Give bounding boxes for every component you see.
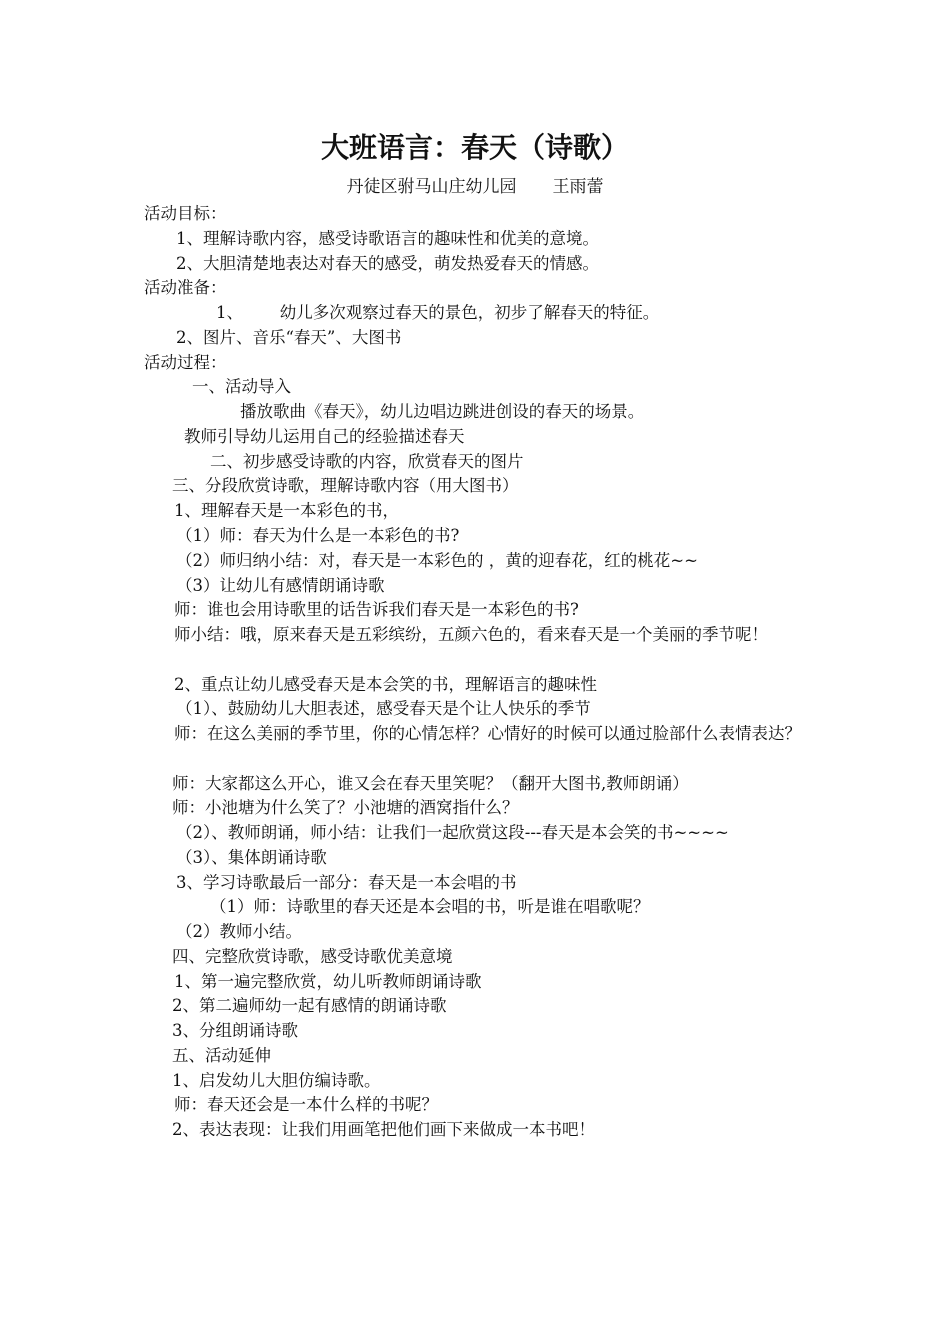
section-heading-preparation: 活动准备： <box>144 278 227 297</box>
process-line: 师：谁也会用诗歌里的话告诉我们春天是一本彩色的书? <box>174 600 579 619</box>
process-line: （3）让幼儿有感情朗诵诗歌 <box>176 576 385 595</box>
process-line: 1、启发幼儿大胆仿编诗歌。 <box>172 1071 381 1090</box>
process-line: （2）教师小结。 <box>176 922 302 941</box>
process-line: 3、分组朗诵诗歌 <box>172 1021 298 1040</box>
process-line: 2、重点让幼儿感受春天是本会笑的书，理解语言的趣味性 <box>174 675 597 694</box>
process-line: 播放歌曲《春天》，幼儿边唱边跳进创设的春天的场景。 <box>240 402 645 421</box>
process-line: 二、初步感受诗歌的内容，欣赏春天的图片 <box>210 452 524 471</box>
process-line: （1）师：春天为什么是一本彩色的书? <box>176 526 460 545</box>
process-line: 教师引导幼儿运用自己的经验描述春天 <box>184 427 465 446</box>
process-line: 五、活动延伸 <box>172 1046 271 1065</box>
process-line: 师：春天还会是一本什么样的书呢？ <box>174 1095 438 1114</box>
process-line: 1、理解春天是一本彩色的书， <box>174 501 399 520</box>
preparation-line: 2、图片、音乐“春天”、大图书 <box>176 328 402 347</box>
author-line <box>0 174 950 200</box>
process-line: （2）、教师朗诵，师小结：让我们一起欣赏这段---春天是本会笑的书~~~~ <box>176 823 729 842</box>
process-line: 2、表达表现：让我们用画笔把他们画下来做成一本书吧！ <box>172 1120 595 1139</box>
process-line: 师：小池塘为什么笑了？小池塘的酒窝指什么？ <box>172 798 519 817</box>
process-line: 1、第一遍完整欣赏，幼儿听教师朗诵诗歌 <box>174 972 482 991</box>
process-line: （1）师：诗歌里的春天还是本会唱的书，听是谁在唱歌呢？ <box>210 897 650 916</box>
process-line: 3、学习诗歌最后一部分：春天是一本会唱的书 <box>176 873 517 892</box>
author-school: 丹徒区驸马山庄幼儿园 <box>346 177 517 197</box>
document-title: 大班语言：春天（诗歌） <box>320 131 629 164</box>
process-line: 三、分段欣赏诗歌，理解诗歌内容（用大图书） <box>172 476 519 495</box>
section-heading-process: 活动过程： <box>144 353 227 372</box>
process-line: 师：在这么美丽的季节里，你的心情怎样？心情好的时候可以通过脸部什么表情表达？ <box>174 724 801 743</box>
process-line: （1）、鼓励幼儿大胆表述，感受春天是个让人快乐的季节 <box>176 699 591 718</box>
process-line: （2）师归纳小结：对，春天是一本彩色的 ，黄的迎春花，红的桃花~~ <box>176 551 698 570</box>
section-heading-goals: 活动目标： <box>144 204 227 223</box>
author-name: 王雨蕾 <box>552 177 604 197</box>
preparation-line: 1、 幼儿多次观察过春天的景色，初步了解春天的特征。 <box>216 303 660 322</box>
process-line: 四、完整欣赏诗歌，感受诗歌优美意境 <box>172 947 453 966</box>
goal-line: 2、大胆清楚地表达对春天的感受，萌发热爱春天的情感。 <box>176 254 599 273</box>
process-line: 一、活动导入 <box>192 377 291 396</box>
process-line: （3）、集体朗诵诗歌 <box>176 848 327 867</box>
goal-line: 1、理解诗歌内容，感受诗歌语言的趣味性和优美的意境。 <box>176 229 599 248</box>
process-line: 师小结：哦，原来春天是五彩缤纷，五颜六色的，看来春天是一个美丽的季节呢！ <box>174 625 768 644</box>
process-line: 师：大家都这么开心，谁又会在春天里笑呢？（翻开大图书,教师朗诵） <box>172 774 689 793</box>
process-line: 2、第二遍师幼一起有感情的朗诵诗歌 <box>172 996 447 1015</box>
